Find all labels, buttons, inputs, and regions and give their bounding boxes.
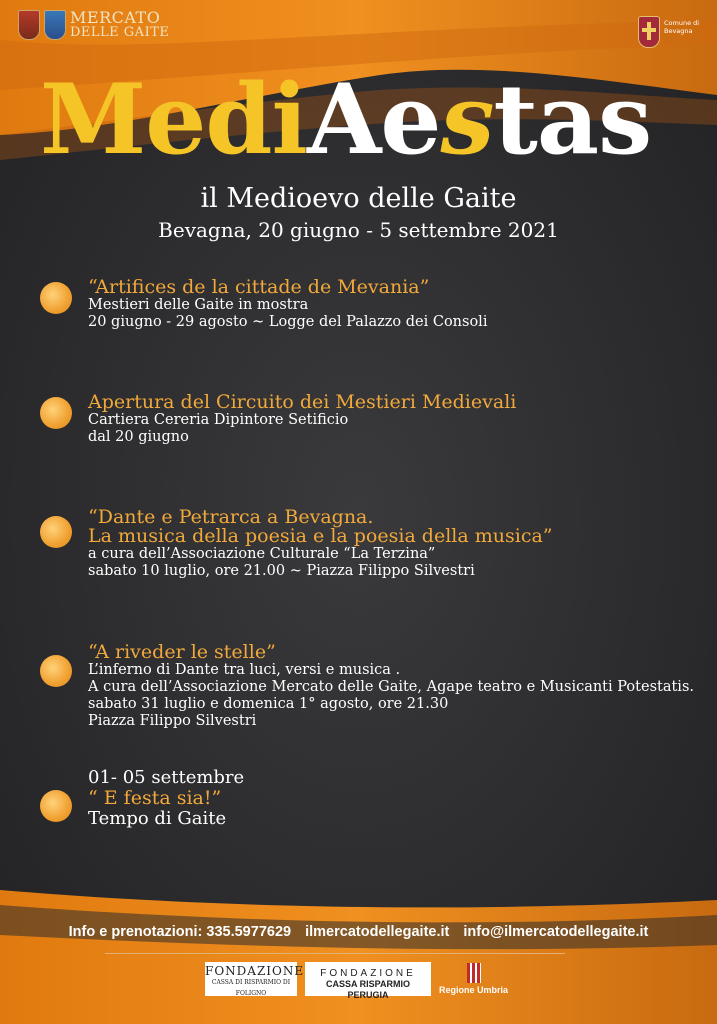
logo-text: MERCATO DELLE GAITE [70,8,170,40]
event-item-title: Apertura del Circuito dei Mestieri Medievali [88,391,517,413]
crest-icon [44,10,66,40]
website-link[interactable]: ilmercatodellegaite.it [305,924,450,940]
bullet-icon [40,282,72,314]
contact-info [0,924,717,940]
event-item-line: Cartiera Cereria Dipintore Setificio [88,412,349,428]
sponsor-regione-umbria: Regione Umbria [439,963,508,995]
event-title: MediAestas [40,63,652,176]
regione-flag-icon [467,963,481,983]
event-dates: Bevagna, 20 giugno - 5 settembre 2021 [158,218,559,242]
bullet-icon [40,397,72,429]
bullet-icon [40,516,72,548]
event-subtitle: il Medioevo delle Gaite [200,183,517,214]
event-item-line: Tempo di Gaite [88,808,227,829]
event-item-line: A cura dell’Associazione Mercato delle Gaite, Agape teatro e Musicanti Potestatis. [88,679,694,695]
comune-label: Comune di Bevagna [664,19,700,35]
sponsor-fondazione-perugia: FONDAZIONE CASSA RISPARMIO PERUGIA [305,962,431,996]
event-item-title: “ E festa sia!” [88,787,222,809]
mercato-gaite-logo [18,10,169,40]
footer-divider [105,953,565,954]
email-link[interactable]: info@ilmercatodellegaite.it [463,924,649,940]
event-item-title: “A riveder le stelle” [88,641,276,663]
bullet-icon [40,790,72,822]
phone-info: Info e prenotazioni: 335.5977629 [68,924,292,940]
event-item-title: “Artifices de la cittade de Mevania” [88,276,430,298]
comune-crest-icon [638,16,660,48]
bullet-icon [40,655,72,687]
event-item-title-line2: La musica della poesia e la poesia della musica” [88,525,553,547]
event-item-line: L’inferno di Dante tra luci, versi e musica . [88,662,401,678]
event-item-line: a cura dell’Associazione Culturale “La Terzina” [88,546,436,562]
comune-bevagna-logo [638,16,699,48]
event-item-line: sabato 31 luglio e domenica 1° agosto, ore 21.30 [88,696,449,712]
sponsor-logos [205,962,509,1000]
event-item-line: Mestieri delle Gaite in mostra [88,297,309,313]
sponsor-fondazione-foligno: FONDAZIONE CASSA DI RISPARMIO DI FOLIGNO [205,964,305,997]
crest-icon [18,10,40,40]
event-item-line: sabato 10 luglio, ore 21.00 ~ Piazza Filippo Silvestri [88,563,475,579]
event-item-date: 01- 05 settembre [88,767,245,788]
event-item-line: 20 giugno - 29 agosto ~ Logge del Palazzo dei Consoli [88,314,488,330]
event-item-line: Piazza Filippo Silvestri [88,713,257,729]
event-item-line: dal 20 giugno [88,429,189,445]
event-item-title: “Dante e Petrarca a Bevagna. [88,506,374,528]
